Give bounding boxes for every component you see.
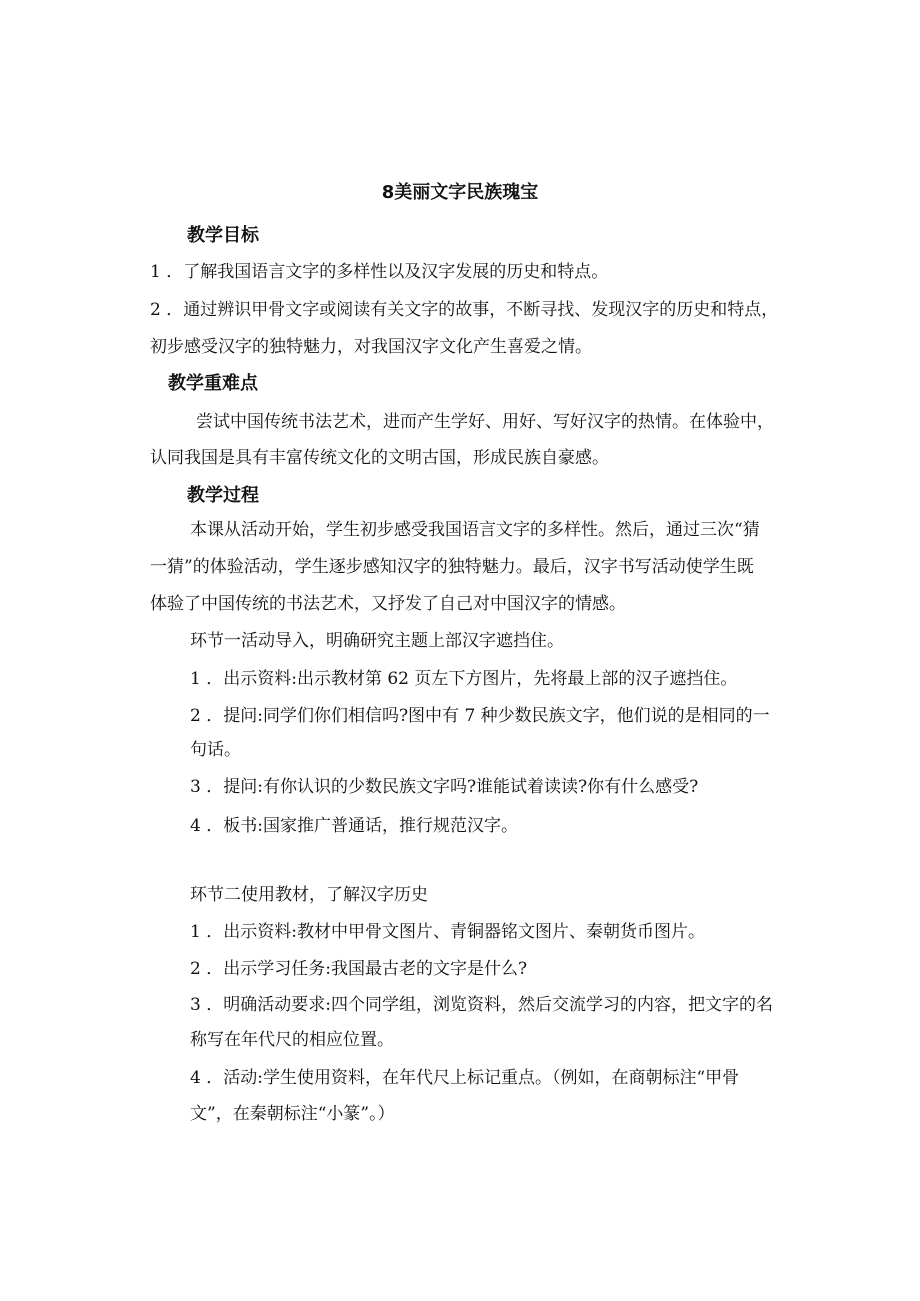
stage2-item-3-line-1: 3 ．明确活动要求:四个同学组，浏览资料，然后交流学习的内容，把文字的名	[190, 995, 773, 1015]
key-points-line-1: 尝试中国传统书法艺术，进而产生学好、用好、写好汉字的热情。在体验中，	[196, 412, 774, 432]
goal-item-1: 1 ．了解我国语言文字的多样性以及汉字发展的历史和特点。	[150, 262, 609, 282]
stage1-item-2-line-1: 2 ．提问:同学们你们相信吗?图中有 7 种少数民族文字，他们说的是相同的一	[190, 706, 770, 726]
stage2-item-1: 1 ．出示资料:教材中甲骨文图片、青铜器铭文图片、秦朝货币图片。	[190, 922, 705, 942]
stage2-title: 环节二使用教材，了解汉字历史	[190, 885, 428, 905]
stage2-item-4-line-2: 文”，在秦朝标注“小篆”。）	[190, 1104, 395, 1124]
stage2-item-2: 2 ．出示学习任务:我国最古老的文字是什么?	[190, 959, 528, 979]
process-intro-line-2: 一猜”的体验活动，学生逐步感知汉字的独特魅力。最后，汉字书写活动使学生既	[150, 557, 754, 577]
stage1-item-2-line-2: 句话。	[190, 740, 241, 760]
document-title: 8美丽文字民族瑰宝	[381, 182, 539, 203]
goal-item-2-line-2: 初步感受汉字的独特魅力，对我国汉字文化产生喜爱之情。	[150, 337, 592, 357]
stage1-title: 环节一活动导入，明确研究主题上部汉字遮挡住。	[190, 631, 564, 651]
stage1-item-1: 1 ．出示资料:出示教材第 62 页左下方图片，先将最上部的汉子遮挡住。	[190, 669, 738, 689]
process-intro-line-3: 体验了中国传统的书法艺术，又抒发了自己对中国汉字的情感。	[150, 594, 626, 614]
stage1-item-4: 4 ．板书:国家推广普通话，推行规范汉字。	[190, 816, 518, 836]
key-points-heading: 教学重难点	[168, 373, 258, 394]
goal-item-2-line-1: 2 ．通过辨识甲骨文字或阅读有关文字的故事，不断寻找、发现汉字的历史和特点，	[150, 300, 779, 320]
key-points-line-2: 认同我国是具有丰富传统文化的文明古国，形成民族自豪感。	[150, 448, 609, 468]
goals-heading: 教学目标	[187, 225, 259, 246]
process-heading: 教学过程	[187, 485, 259, 506]
stage1-item-3: 3 ．提问:有你认识的少数民族文字吗?谁能试着读读?你有什么感受?	[190, 777, 699, 797]
stage2-item-3-line-2: 称写在年代尺的相应位置。	[190, 1030, 394, 1050]
stage2-item-4-line-1: 4 ．活动:学生使用资料，在年代尺上标记重点。（例如，在商朝标注“甲骨	[190, 1068, 740, 1088]
process-intro-line-1: 本课从活动开始，学生初步感受我国语言文字的多样性。然后，通过三次“猜	[190, 520, 760, 540]
